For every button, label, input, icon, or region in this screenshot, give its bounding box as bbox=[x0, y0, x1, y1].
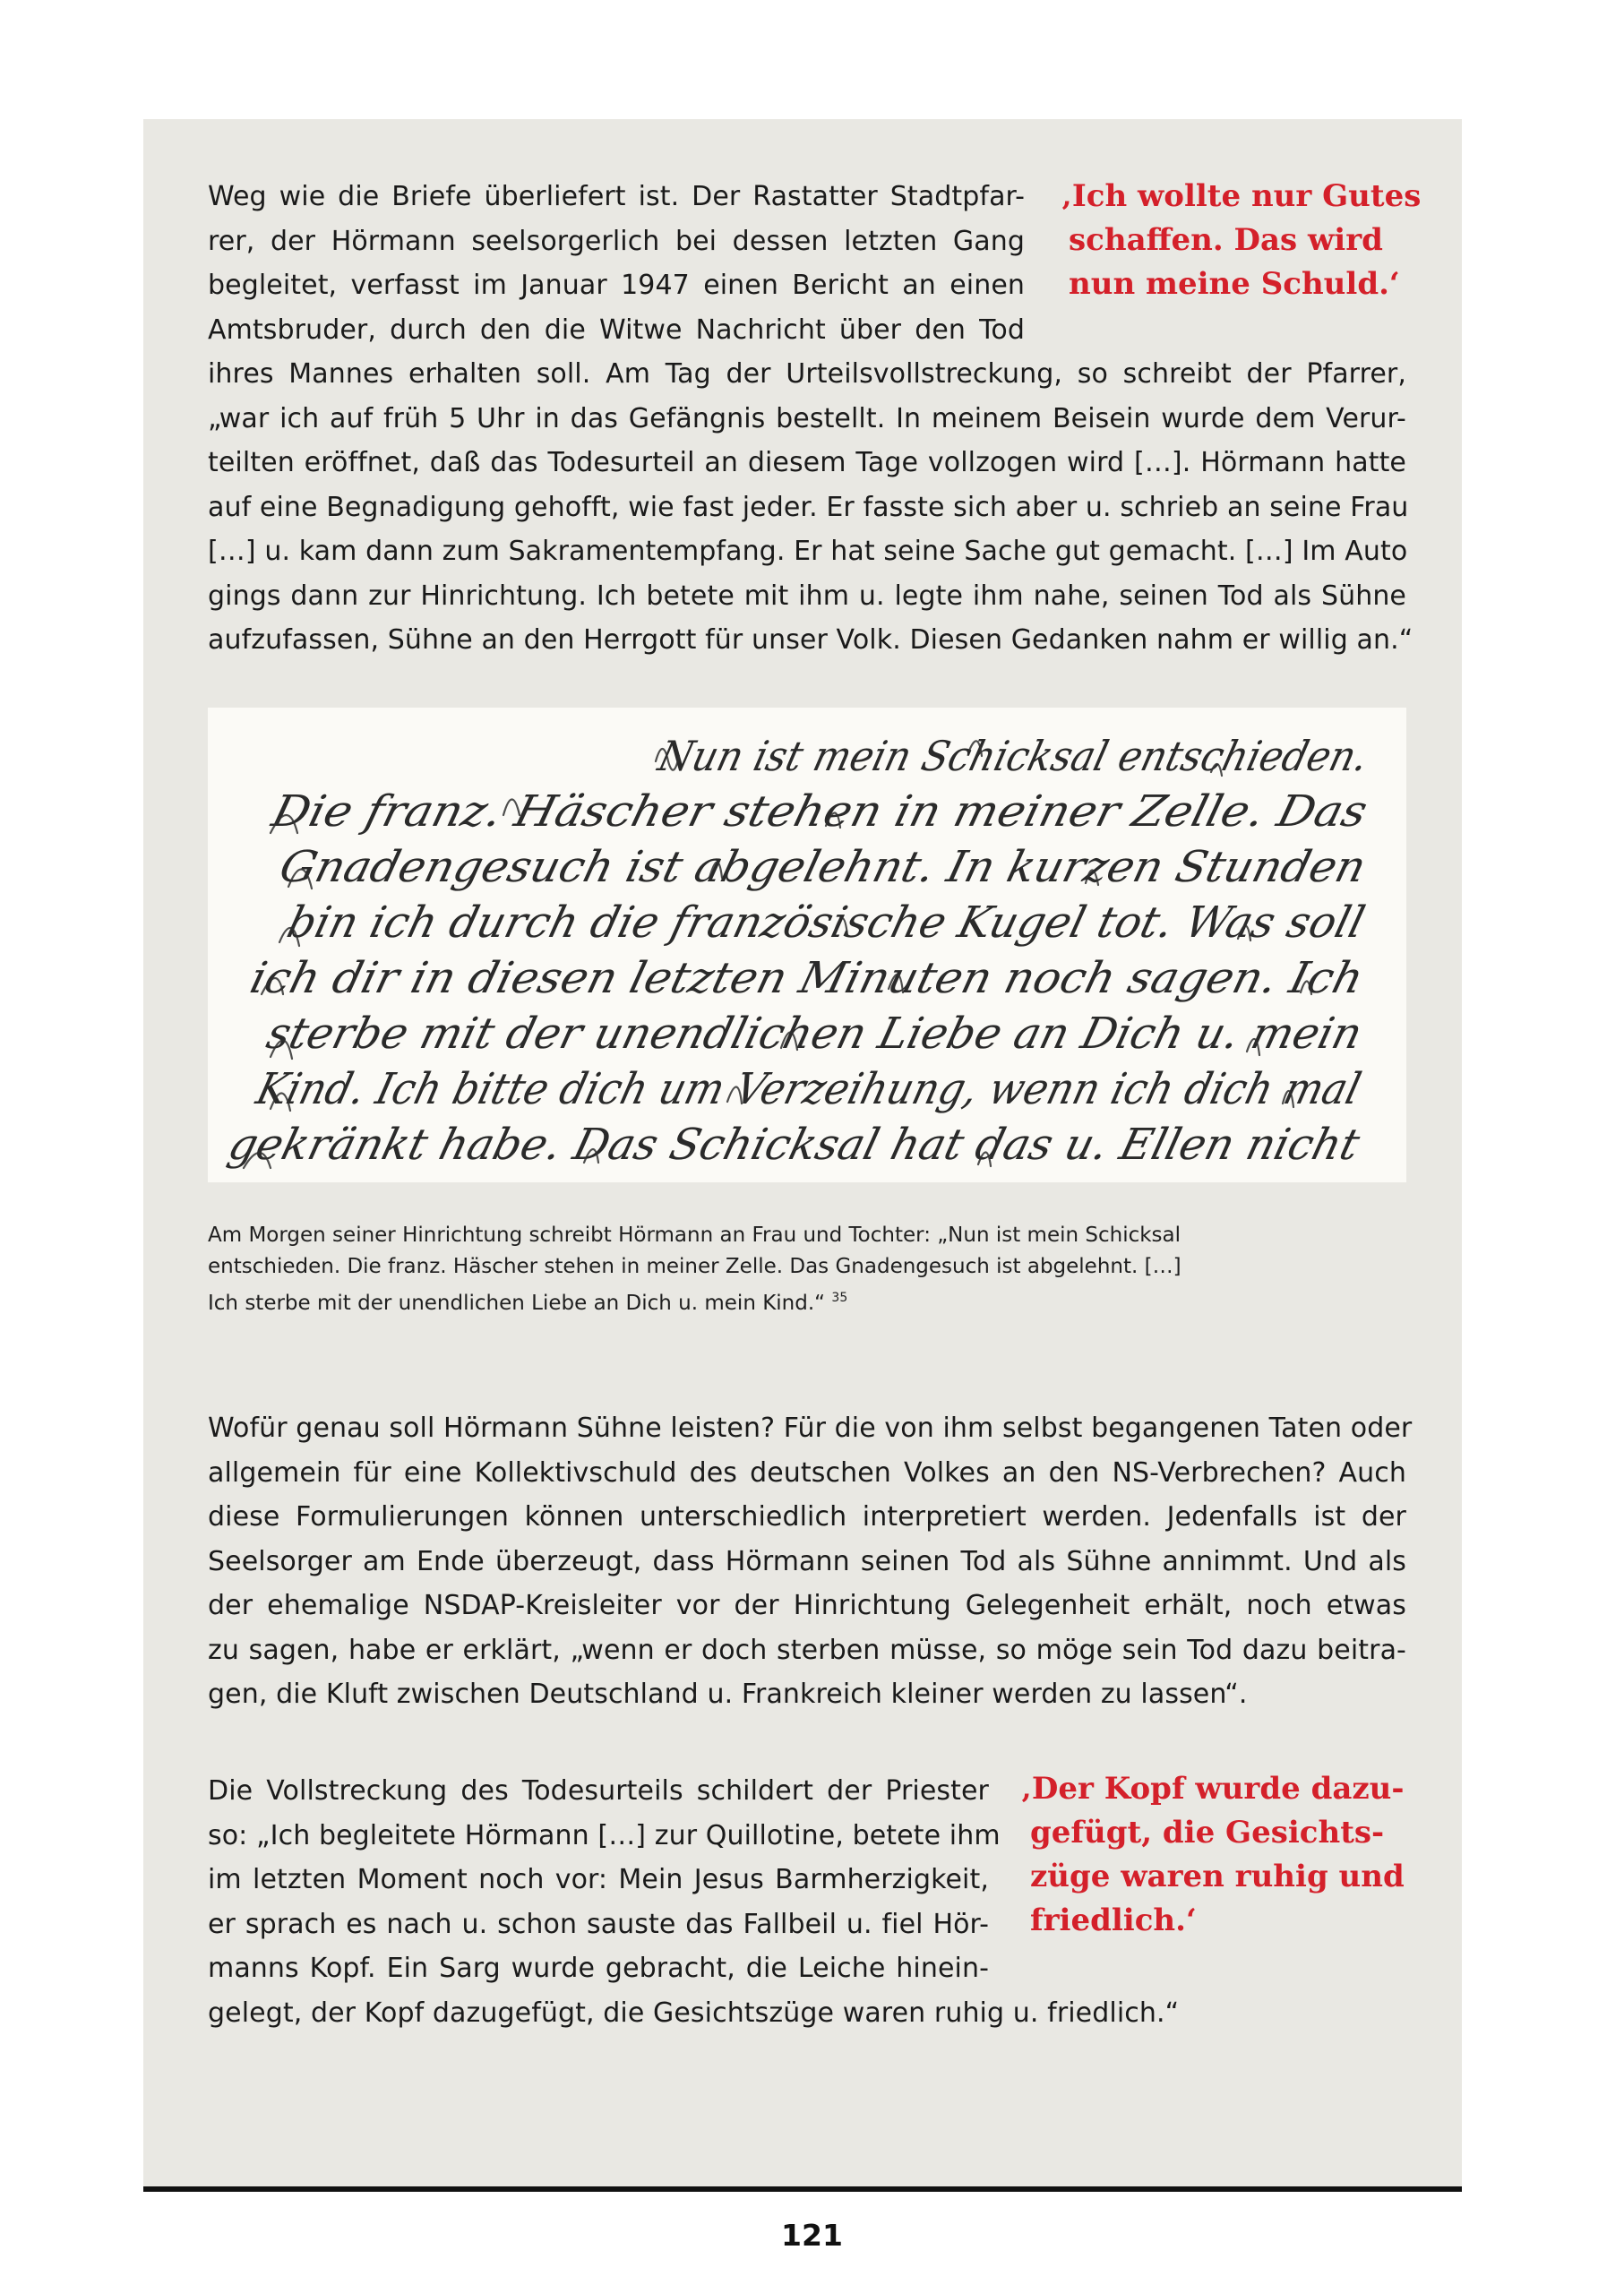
page-number: 121 bbox=[781, 2218, 843, 2253]
pull-quote-line: ‚Ich wollte nur Gutes bbox=[1061, 178, 1422, 214]
pull-quote-line: nun meine Schuld.‘ bbox=[1069, 266, 1400, 302]
text-line: „war ich auf früh 5 Uhr in das Gefängnis bestellt. In meinem Beisein wurde dem Verur- bbox=[208, 402, 1406, 434]
caption-line: entschieden. Die franz. Häscher stehen in meiner Zelle. Das Gnadengesuch ist abgelehnt. […] bbox=[208, 1255, 1181, 1278]
handwritten-letter-image bbox=[208, 708, 1406, 1182]
text-line: ihres Mannes erhalten soll. Am Tag der Urteilsvollstreckung, so schreibt der Pfarrer, bbox=[208, 358, 1406, 390]
caption-text: Ich sterbe mit der unendlichen Liebe an Dich u. mein Kind.“ bbox=[208, 1292, 826, 1315]
text-line: begleitet, verfasst im Januar 1947 einen Bericht an einen bbox=[208, 270, 1025, 301]
body-paragraph-2 bbox=[208, 1406, 1413, 1717]
handwriting-line: Gnadengesuch ist abgelehnt. In kurzen Stunden bbox=[274, 842, 1341, 892]
caption-line: Am Morgen seiner Hinrichtung schreibt Hörmann an Frau und Tochter: „Nun ist mein Schicksal bbox=[208, 1224, 1181, 1247]
text-line: der ehemalige NSDAP-Kreisleiter vor der Hinrichtung Gelegenheit erhält, noch etwas bbox=[208, 1590, 1406, 1621]
handwriting-line: Die franz. Häscher stehen in meiner Zelle. Das bbox=[267, 786, 1303, 837]
text-line: Seelsorger am Ende überzeugt, dass Hörmann seinen Tod als Sühne annimmt. Und als bbox=[208, 1545, 1406, 1577]
page-divider bbox=[143, 2186, 1462, 2192]
pull-quote-1 bbox=[1061, 175, 1421, 306]
handwriting-line: Nun ist mein Schicksal entschieden. bbox=[653, 733, 1406, 781]
text-line: zu sagen, habe er erklärt, „wenn er doch sterben müsse, so möge sein Tod dazu beitra- bbox=[208, 1634, 1406, 1666]
pull-quote-2 bbox=[1021, 1767, 1405, 1943]
handwriting-line: bin ich durch die französische Kugel tot. Was soll bbox=[282, 897, 1370, 948]
pull-quote-line: züge waren ruhig und bbox=[1030, 1859, 1405, 1894]
text-line: im letzten Moment noch vor: Mein Jesus Barmherzigkeit, bbox=[208, 1864, 989, 1895]
text-line: so: „Ich begleitete Hörmann […] zur Quillotine, betete ihm bbox=[208, 1819, 1001, 1851]
text-line: Die Vollstreckung des Todesurteils schildert der Priester bbox=[208, 1775, 989, 1807]
text-line: er sprach es nach u. schon sauste das Fallbeil u. fiel Hör- bbox=[208, 1908, 989, 1940]
handwriting-line: ich dir in diesen letzten Minuten noch sagen. Ich bbox=[245, 953, 1328, 1003]
pull-quote-line: ‚Der Kopf wurde dazu- bbox=[1021, 1771, 1405, 1807]
handwriting-line: sterbe mit der unendlichen Liebe an Dich u. mein bbox=[262, 1009, 1359, 1059]
text-line: diese Formulierungen können unterschiedlich interpretiert werden. Jedenfalls ist der bbox=[208, 1501, 1406, 1533]
handwriting-line: Kind. Ich bitte dich um Verzeihung, wenn ich dich mal bbox=[251, 1064, 1406, 1114]
footnote-marker: 35 bbox=[831, 1291, 848, 1305]
text-line: allgemein für eine Kollektivschuld des deutschen Volkes an den NS-Verbrechen? Auch bbox=[208, 1456, 1406, 1489]
text-line: manns Kopf. Ein Sarg wurde gebracht, die Leiche hinein- bbox=[208, 1953, 989, 1984]
text-line: Weg wie die Briefe überliefert ist. Der Rastatter Stadtpfar- bbox=[208, 181, 1025, 212]
text-line: teilten eröffnet, daß das Todesurteil an diesem Tage vollzogen wird […]. Hörmann hatte bbox=[208, 447, 1406, 478]
text-line: […] u. kam dann zum Sakramentempfang. Er hat seine Sache gut gemacht. […] Im Auto bbox=[208, 536, 1408, 567]
caption-line bbox=[208, 1283, 1181, 1319]
text-line: gen, die Kluft zwischen Deutschland u. Frankreich kleiner werden zu lassen“. bbox=[208, 1679, 1248, 1710]
text-line: rer, der Hörmann seelsorgerlich bei dessen letzten Gang bbox=[208, 225, 1025, 257]
text-line: aufzufassen, Sühne an den Herrgott für unser Volk. Diesen Gedanken nahm er willig an.“ bbox=[208, 624, 1413, 656]
pull-quote-line: gefügt, die Gesichts- bbox=[1030, 1815, 1385, 1851]
pull-quote-line: friedlich.‘ bbox=[1030, 1902, 1197, 1938]
handwriting-scan bbox=[208, 708, 1406, 1182]
pull-quote-line: schaffen. Das wird bbox=[1069, 222, 1383, 258]
handwriting-line: gekränkt habe. Das Schicksal hat das u. Ellen nicht bbox=[223, 1120, 1360, 1170]
text-line: gings dann zur Hinrichtung. Ich betete mit ihm u. legte ihm nahe, seinen Tod als Sühne bbox=[208, 580, 1406, 612]
text-line: Amtsbruder, durch den die Witwe Nachricht über den Tod bbox=[208, 313, 1025, 346]
text-line: Wofür genau soll Hörmann Sühne leisten? Für die von ihm selbst begangenen Taten oder bbox=[208, 1413, 1413, 1444]
figure-caption bbox=[208, 1220, 1181, 1319]
text-line: gelegt, der Kopf dazugefügt, die Gesichtszüge waren ruhig u. friedlich.“ bbox=[208, 1997, 1180, 2029]
text-line: auf eine Begnadigung gehofft, wie fast jeder. Er fasste sich aber u. schrieb an seine Frau bbox=[208, 491, 1409, 523]
